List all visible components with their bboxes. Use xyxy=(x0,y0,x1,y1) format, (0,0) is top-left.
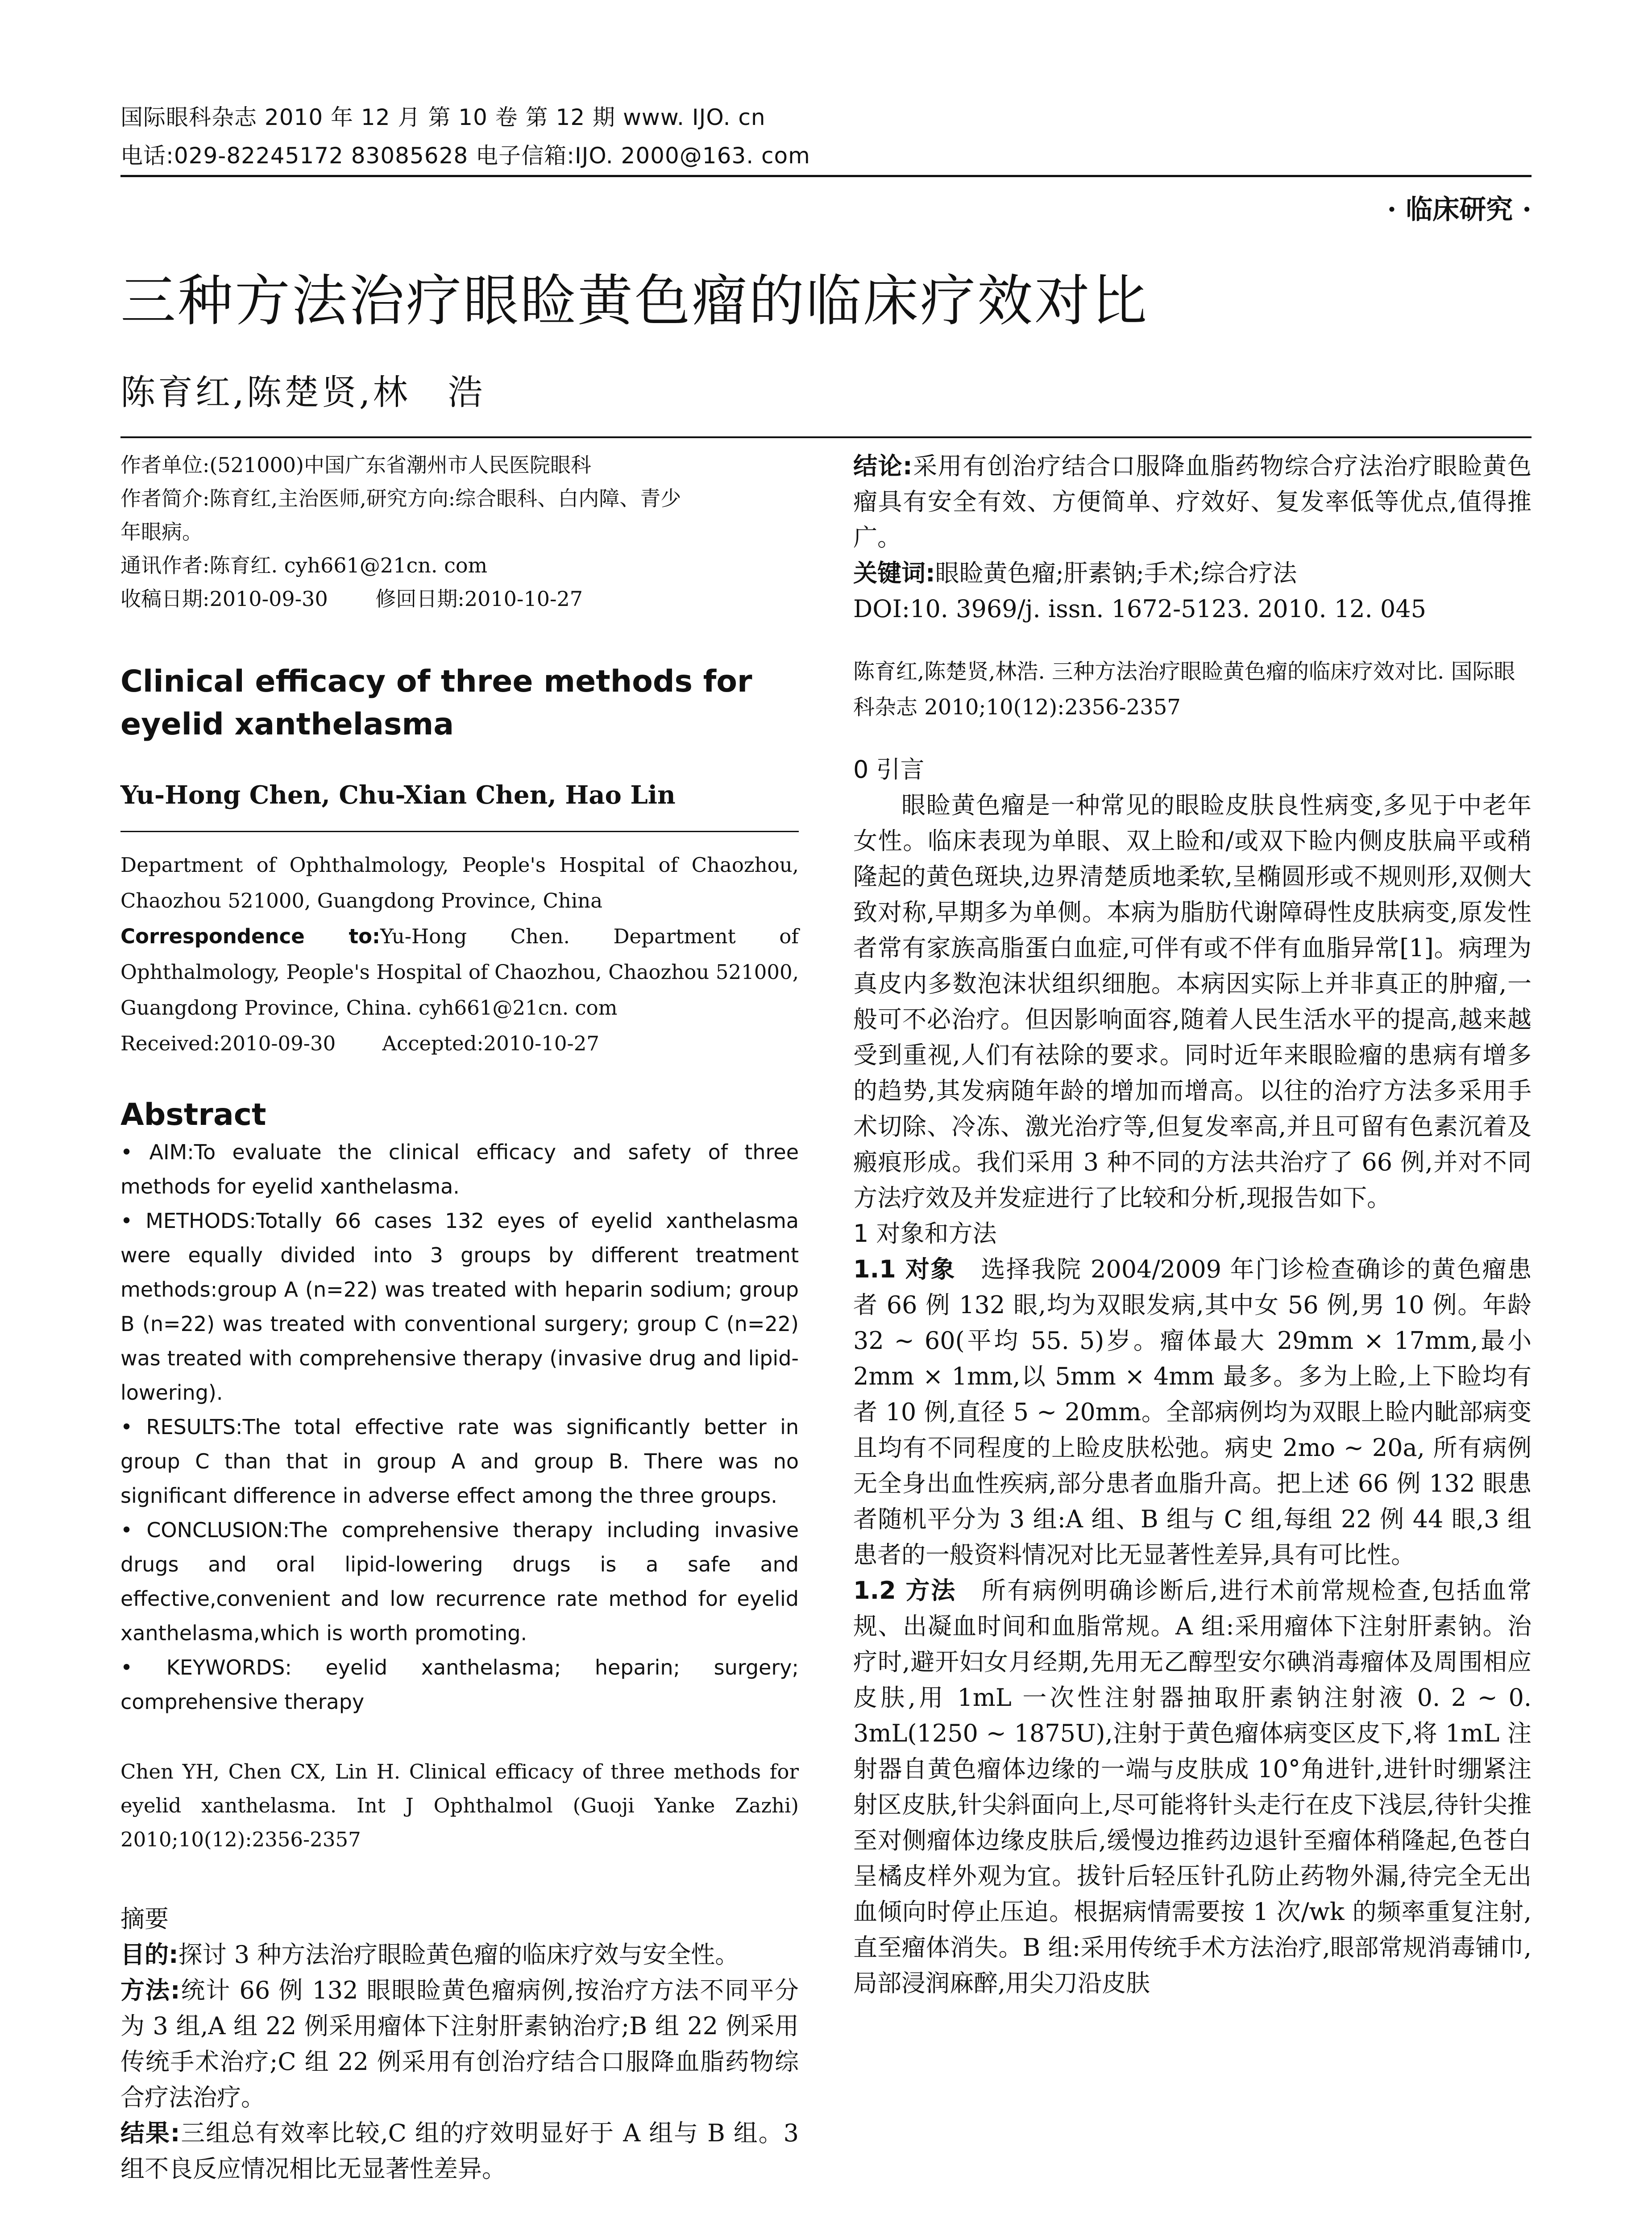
aim-text: 探讨 3 种方法治疗眼睑黄色瘤的临床疗效与安全性。 xyxy=(178,1941,739,1969)
authors-en: Yu-Hong Chen, Chu-Xian Chen, Hao Lin xyxy=(120,780,676,810)
correspondence-cn: 通讯作者:陈育红. cyh661@21cn. com xyxy=(120,553,488,577)
article-meta xyxy=(120,448,799,616)
subjects-paragraph xyxy=(853,1252,1532,1573)
authors-cn: 陈育红,陈楚贤,林 浩 xyxy=(120,373,486,413)
correspondence-text: Yu-Hong Chen. Department of Ophthalmology, People's Hospital of Chaozhou, Chaozhou 521000, Guangdong Province, China. cyh661@21cn. com xyxy=(120,925,799,1020)
abstract-cn-keywords xyxy=(853,556,1532,591)
author-bio: 作者简介:陈育红,主治医师,研究方向:综合眼科、白内障、青少 xyxy=(120,486,681,510)
methods-label: 方法: xyxy=(120,1976,180,2004)
page-title: 三种方法治疗眼睑黄色瘤的临床疗效对比 xyxy=(120,269,1149,333)
author-bio-cont: 年眼病。 xyxy=(120,520,203,544)
abstract-cn-heading: 摘要 xyxy=(120,1905,169,1933)
keywords-text: 眼睑黄色瘤;肝素钠;手术;综合疗法 xyxy=(935,559,1297,587)
abstract-aim: • AIM:To evaluate the clinical efficacy and safety of three methods for eyelid xanthelasma. xyxy=(120,1140,799,1198)
abstract-results: • RESULTS:The total effective rate was significantly better in group C than that in group A and group B. There was no significant difference in adverse effect among the three groups. xyxy=(120,1415,799,1508)
doi: DOI:10. 3969/j. issn. 1672-5123. 2010. 12. 045 xyxy=(853,595,1426,623)
correspondence-en xyxy=(120,919,799,1026)
header-rule xyxy=(120,175,1532,177)
subsection-1-1-label: 1.1 对象 xyxy=(853,1255,956,1283)
methods-paragraph xyxy=(853,1573,1532,2001)
abstract-methods: • METHODS:Totally 66 cases 132 eyes of eyelid xanthelasma were equally divided into 3 groups by different treatment methods:group A (n=22) was treated with heparin sodium; group B (n=22) was treated with conventional surgery; group C (n=22) was treated with comprehensive therapy (invasive drug and lipid-lowering). xyxy=(120,1209,799,1405)
dates-cn: 收稿日期:2010-09-30 修回日期:2010-10-27 xyxy=(120,587,583,611)
right-column xyxy=(853,448,1532,2001)
journal-header-line-2: 电话:029-82245172 83085628 电子信箱:IJO. 2000@163. com xyxy=(120,143,810,169)
author-rule xyxy=(120,831,799,832)
citation-cn: 陈育红,陈楚贤,林浩. 三种方法治疗眼睑黄色瘤的临床疗效对比. 国际眼科杂志 2010;10(12):2356-2357 xyxy=(853,659,1515,720)
intro-heading: 0 引言 xyxy=(853,755,925,784)
methods-heading: 1 对象和方法 xyxy=(853,1219,997,1248)
abstract-cn-conclusion xyxy=(853,448,1532,556)
subsection-1-2-label: 1.2 方法 xyxy=(853,1576,957,1605)
title-en: Clinical efficacy of three methods for eyelid xanthelasma xyxy=(120,664,752,742)
results-label: 结果: xyxy=(120,2119,180,2147)
correspondence-label: Correspondence to: xyxy=(120,925,381,948)
subsection-1-1-text: 选择我院 2004/2009 年门诊检查确诊的黄色瘤患者 66 例 132 眼,均为双眼发病,其中女 56 例,男 10 例。年龄 32 ~ 60(平均 55. 5)岁。瘤体最大 29mm × 17mm,最小 2mm × 1mm,以 5mm × 4mm 最多。多为上睑,上下睑均有者 10 例,直径 5 ~ 20mm。全部病例均为双眼上睑内眦部病变且均有不同程度的上睑皮肤松弛。病史 2mo ~ 20a, 所有病例无全身出血性疾病,部分患者血脂升高。把上述 66 例 132 眼患者随机平分为 3 组:A 组、B 组与 C 组,每组 22 例 44 眼,3 组患者的一般资料情况对比无显著性差异,具有可比性。 xyxy=(853,1255,1532,1569)
section-label: · 临床研究 · xyxy=(1387,194,1532,225)
intro-paragraph: 眼睑黄色瘤是一种常见的眼睑皮肤良性病变,多见于中老年女性。临床表现为单眼、双上睑和/或双下睑内侧皮肤扁平或稍隆起的黄色斑块,边界清楚质地柔软,呈椭圆形或不规则形,双侧大致对称,早期多为单侧。本病为脂肪代谢障碍性皮肤病变,原发性者常有家族高脂蛋白血症,可伴有或不伴有血脂异常[1]。病理为真皮内多数泡沫状组织细胞。本病因实际上并非真正的肿瘤,一般可不必治疗。但因影响面容,随着人民生活水平的提高,越来越受到重视,人们有祛除的要求。同时近年来眼睑瘤的患病有增多的趋势,其发病随年龄的增加而增高。以往的治疗方法多采用手术切除、冷冻、激光治疗等,但复发率高,并且可留有色素沉着及瘢痕形成。我们采用 3 种不同的方法共治疗了 66 例,并对不同方法疗效及并发症进行了比较和分析,现报告如下。 xyxy=(853,791,1532,1212)
methods-text: 统计 66 例 132 眼眼睑黄色瘤病例,按治疗方法不同平分为 3 组,A 组 22 例采用瘤体下注射肝素钠治疗;B 组 22 例采用传统手术治疗;C 组 22 例采用有创治疗结合口服降血脂药物综合疗法治疗。 xyxy=(120,1976,799,2111)
abstract-cn-aim xyxy=(120,1937,799,1973)
keywords-label: 关键词: xyxy=(853,559,935,587)
abstract-cn-methods xyxy=(120,1973,799,2115)
left-column xyxy=(120,448,799,2187)
abstract-keywords: • KEYWORDS: eyelid xanthelasma; heparin; surgery; comprehensive therapy xyxy=(120,1655,799,1714)
abstract-cn-results xyxy=(120,2115,799,2187)
department-en: Department of Ophthalmology, People's Hospital of Chaozhou, Chaozhou 521000, Guangdong Province, China xyxy=(120,853,799,912)
received-en: Received:2010-09-30 Accepted:2010-10-27 xyxy=(120,1032,599,1055)
abstract-conclusion: • CONCLUSION:The comprehensive therapy including invasive drugs and oral lipid-lowering drugs is a safe and effective,convenient and low recurrence rate method for eyelid xanthelasma,which is worth promoting. xyxy=(120,1518,799,1645)
title-rule xyxy=(120,436,1532,438)
journal-header-line-1: 国际眼科杂志 2010 年 12 月 第 10 卷 第 12 期 www. IJO. cn xyxy=(120,104,766,130)
conclusion-label: 结论: xyxy=(853,452,913,480)
conclusion-text: 采用有创治疗结合口服降血脂药物综合疗法治疗眼睑黄色瘤具有安全有效、方便简单、疗效好、复发率低等优点,值得推广。 xyxy=(853,452,1532,552)
citation-en: Chen YH, Chen CX, Lin H. Clinical efficacy of three methods for eyelid xanthelasma. Int J Ophthalmol (Guoji Yanke Zazhi) 2010;10(12):2356-2357 xyxy=(120,1760,799,1851)
aim-label: 目的: xyxy=(120,1941,178,1969)
results-text: 三组总有效率比较,C 组的疗效明显好于 A 组与 B 组。3 组不良反应情况相比无显著性差异。 xyxy=(120,2119,799,2183)
abstract-heading: Abstract xyxy=(120,1097,266,1132)
subsection-1-2-text: 所有病例明确诊断后,进行术前常规检查,包括血常规、出凝血时间和血脂常规。A 组:采用瘤体下注射肝素钠。治疗时,避开妇女月经期,先用无乙醇型安尔碘消毒瘤体及周围相应皮肤,用 1mL 一次性注射器抽取肝素钠注射液 0. 2 ~ 0. 3mL(1250 ~ 1875U),注射于黄色瘤体病变区皮下,将 1mL 注射器自黄色瘤体边缘的一端与皮肤成 10°角进针,进针时绷紧注射区皮肤,针尖斜面向上,尽可能将针头走行在皮下浅层,待针尖推至对侧瘤体边缘皮肤后,缓慢边推药边退针至瘤体稍隆起,色苍白呈橘皮样外观为宜。拔针后轻压针孔防止药物外漏,待完全无出血倾向时停止压迫。根据病情需要按 1 次/wk 的频率重复注射,直至瘤体消失。B 组:采用传统手术方法治疗,眼部常规消毒铺巾,局部浸润麻醉,用尖刀沿皮肤 xyxy=(853,1576,1532,1997)
affiliation: 作者单位:(521000)中国广东省潮州市人民医院眼科 xyxy=(120,453,591,477)
